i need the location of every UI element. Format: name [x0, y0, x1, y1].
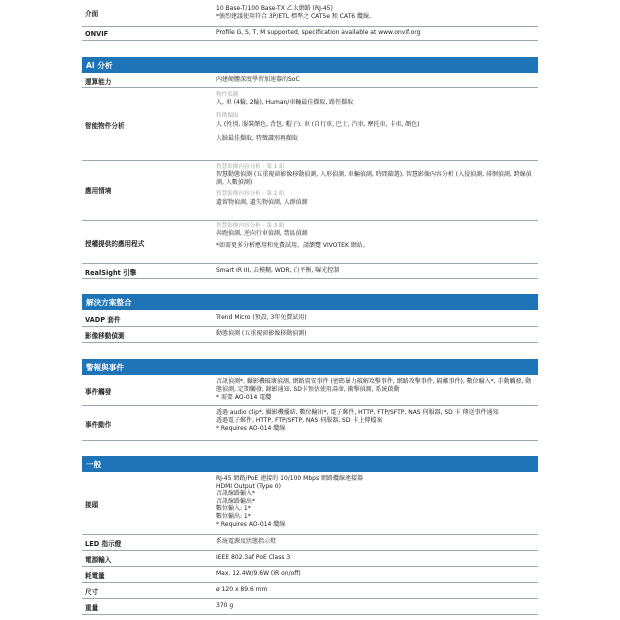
value-line: 數位輸入: 1* — [216, 505, 251, 513]
row-label: 智能物件分析 — [85, 122, 125, 130]
group-title: 智慧影像內容分析 - 第 3 組 — [216, 223, 285, 229]
value-line: * 需要 AO-014 電纜 — [216, 394, 272, 401]
spec-row-dimensions — [82, 582, 538, 599]
row-label: 尺寸 — [85, 588, 99, 596]
row-value: 系統電源及狀態指示燈 — [216, 538, 277, 545]
section-header-ai — [82, 57, 538, 73]
row-value — [216, 475, 532, 528]
spec-row-onvif — [82, 26, 538, 41]
row-label: 影像移動偵測 — [85, 332, 125, 340]
row-value — [216, 92, 532, 143]
row-label: 接頭 — [85, 501, 99, 509]
section-title: 一般 — [86, 460, 102, 469]
value-line: HDMI Output (Type 0) — [216, 482, 281, 490]
value-line: * Requires AO-014 纜線 — [216, 520, 286, 528]
group-title: 智慧影像內容分析 - 第 1 組 — [216, 164, 285, 170]
row-value — [216, 223, 532, 250]
section-header-solution — [82, 294, 538, 310]
value-line: * Requires AO-014 纜線 — [216, 425, 286, 432]
row-value: 內建硬體深度學習加速器的SoC — [216, 76, 300, 83]
row-label: LED 指示燈 — [85, 540, 122, 548]
value-line: *強烈建議使用符合 3P/ETL 標準之 CAT5e 和 CAT6 纜線。 — [216, 13, 376, 20]
row-value: Max. 12.4W/9.6W (IR on/off) — [216, 570, 301, 577]
row-value: Trend Micro (預設, 3年免費試用) — [216, 314, 307, 321]
group-text: 遺留物偵測, 遺失物偵測, 人群偵測 — [216, 198, 308, 206]
spec-row-application — [82, 160, 538, 221]
row-label: RealSight 引擎 — [85, 269, 137, 277]
row-label: 重量 — [85, 604, 99, 612]
row-label: 應用情境 — [85, 187, 112, 195]
row-label: VADP 套件 — [85, 316, 121, 324]
value-line: RJ-45 網路/PoE 連接的 10/100 Mbps 網路纜線連接器 — [216, 475, 363, 482]
value-line: 音訊線路輸出* — [216, 497, 256, 505]
spec-row-interface — [82, 0, 538, 27]
row-label: 運算能力 — [85, 78, 112, 86]
row-label: 事件動作 — [85, 421, 112, 429]
value-line: 10 Base-T/100 Base-TX 乙太網路 (RJ-45) — [216, 5, 333, 12]
group-text: *如需更多分析應用和免費試用，請瀏覽 VIVOTEK 網站。 — [216, 242, 369, 250]
group-text: 人, 車 (4輪, 2輪), Human/車輛最佳擷取, 路徑擷取 — [216, 99, 354, 107]
row-value: Smart IR III, 去模糊, WDR, 白平衡, 曝光控制 — [216, 267, 340, 274]
row-value: 370 g — [216, 602, 234, 609]
section-header-general — [82, 456, 538, 472]
spec-row-motion — [82, 326, 538, 343]
row-label: 介面 — [85, 10, 99, 18]
group-title: 特徵擷取 — [216, 113, 239, 120]
row-label: ONVIF — [85, 30, 109, 38]
value-line: 音訊偵測*, 攝影機破壞偵測, 網路資安事件 (密碼暴力破解攻擊事件, 網路攻擊事件, 隔離事件), 數位輸入*, 手動觸發, 動態偵測, 定期觸發, 錄影通知, SD卡預估使用壽命, 衝擊偵測, 系統啟動 — [216, 378, 532, 393]
spec-row-power-input — [82, 550, 538, 567]
group-text: 人臉最佳擷取, 特徵識別再擷取 — [216, 134, 298, 142]
spec-row-vadp — [82, 310, 538, 327]
section-title: AI 分析 — [86, 61, 113, 70]
section-title: 警報與事件 — [86, 363, 124, 372]
row-label: 耗電量 — [85, 572, 105, 580]
row-label: 授權提供的應用程式 — [85, 240, 145, 248]
group-text: 人 (性別, 服裝顏色, 背包, 帽子), 車 (自行車, 巴士, 汽車, 摩托車, 卡車, 顏色) — [216, 120, 420, 128]
value-line: 透過 audio clip*, 攝影機播結, 數位輸出*, 電子郵件, HTTP, FTP/SFTP, NAS 伺服器, SD 卡 傳送事件通知 — [216, 409, 499, 416]
row-label: 事件觸發 — [85, 388, 112, 396]
section-title: 解決方案整合 — [86, 298, 132, 307]
spec-row-power — [82, 73, 538, 88]
row-value: Profile G, S, T, M supported, specification available at www.onvif.org — [216, 29, 421, 36]
group-text: 奔跑偵測, 逆向行車偵測, 禁區偵測 — [216, 230, 308, 238]
group-title: 物件偵測 — [216, 92, 239, 98]
row-value — [216, 409, 532, 433]
row-value — [216, 164, 532, 207]
spec-row-smart-video — [82, 87, 538, 161]
spec-row-weight — [82, 598, 538, 615]
row-value: 動態偵測 (五重視窗影像移動偵測) — [216, 330, 307, 337]
row-value — [216, 378, 532, 402]
spec-row-consumption — [82, 566, 538, 583]
group-title: 智慧影像內容分析 - 第 2 組 — [216, 191, 285, 198]
spec-row-action — [82, 405, 538, 441]
row-value: ø 120 x 89.6 mm — [216, 586, 268, 593]
row-value — [216, 5, 532, 21]
value-line: 音訊線路輸入* — [216, 490, 256, 498]
spec-row-realsight — [82, 263, 538, 279]
section-header-alarm — [82, 359, 538, 375]
row-value: IEEE 802.3af PoE Class 3 — [216, 554, 291, 561]
group-text: 智慧動態偵測 (五重視窗影像移動偵測, 人形偵測, 車輛偵測, 時間篩選), 智慧影像內容分析 (入侵偵測, 徘徊偵測, 跨線偵測, 人數偵測) — [216, 171, 532, 187]
value-line: 數位輸出: 1* — [216, 512, 251, 520]
spec-row-led — [82, 534, 538, 551]
spec-row-trigger — [82, 375, 538, 406]
spec-row-license — [82, 220, 538, 264]
value-line: 透過電子郵件, HTTP, FTP/SFTP, NAS 伺服器, SD 卡上傳檔案 — [216, 417, 383, 424]
spec-row-connectors — [82, 472, 538, 535]
row-label: 電源輸入 — [85, 556, 112, 564]
